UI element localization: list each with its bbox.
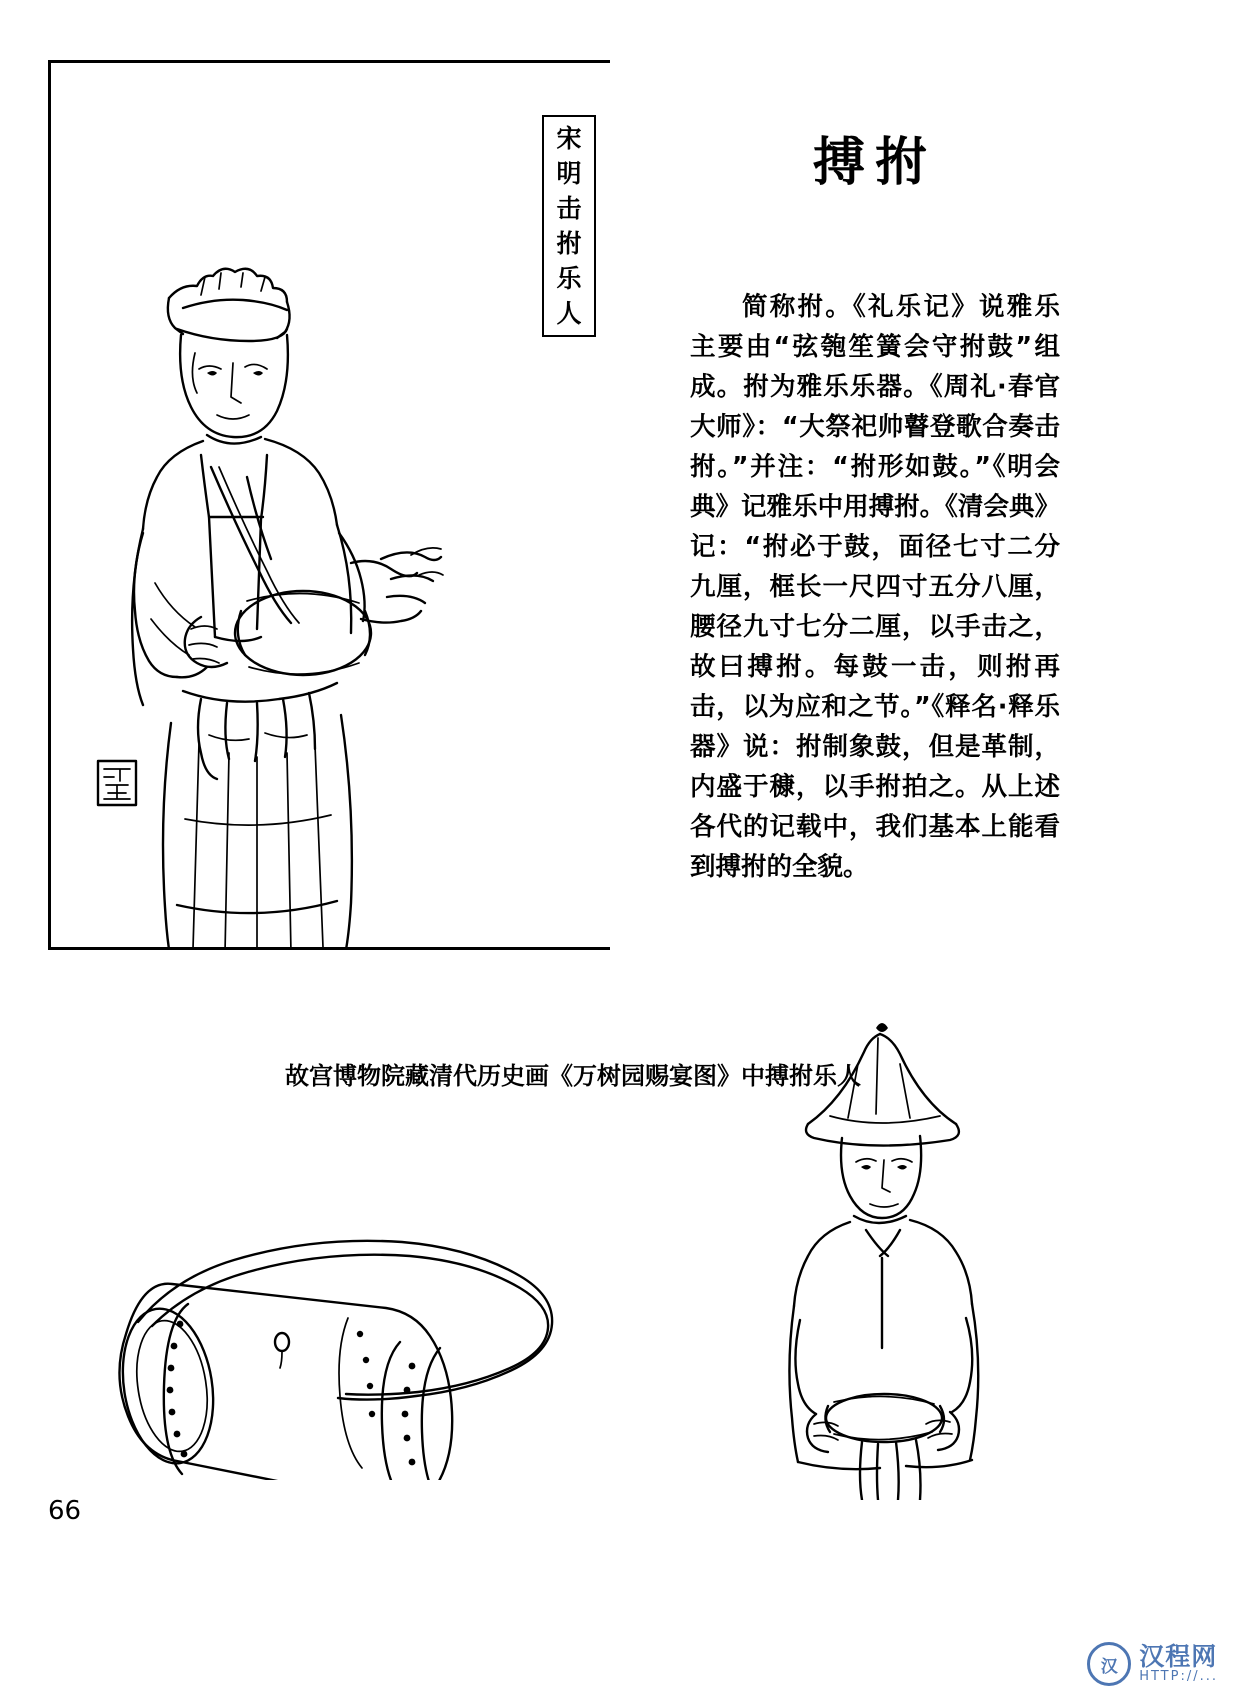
figure-frame-top (48, 60, 610, 950)
drum-line-drawing (60, 1120, 680, 1480)
vertical-caption-char-0: 宋 (556, 124, 582, 153)
vertical-caption-char-3: 拊 (556, 229, 582, 258)
vertical-caption-char-4: 乐 (556, 264, 582, 293)
figure-caption: 故宫博物院藏清代历史画《万树园赐宴图》中搏拊乐人 (285, 1062, 861, 1090)
vertical-caption-plate (542, 115, 596, 337)
vertical-caption-char-2: 击 (556, 194, 582, 223)
watermark-logo-icon: 汉 (1087, 1642, 1131, 1686)
page-title: 搏拊 (812, 133, 937, 193)
artist-seal (96, 759, 138, 807)
site-watermark (1087, 1642, 1218, 1686)
watermark-text (1139, 1644, 1218, 1684)
article-body: 简称拊。《礼乐记》说雅乐主要由“弦匏笙簧会守拊鼓”组成。拊为雅乐乐器。《周礼·春官大师》：“大祭祀帅瞽登歌合奏击拊。”并注：“拊形如鼓。”《明会典》记雅乐中用搏拊。《清会典》记：“拊必于鼓，面径七寸二分九厘，框长一尺四寸五分八厘，腰径九寸七分二厘，以手击之，故曰搏拊。每鼓一击，则拊再击，以为应和之节。”《释名·释乐器》说：拊制象鼓，但是革制，内盛于穅，以手拊拍之。从上述各代的记载中，我们基本上能看到搏拊的全貌。 (690, 292, 1060, 882)
article-column (690, 120, 1060, 887)
vertical-caption-char-1: 明 (556, 159, 582, 188)
page-number: 66 (48, 1496, 82, 1526)
qing-musician-drawing (730, 1020, 1030, 1500)
watermark-site-name: 汉程网 (1139, 1642, 1218, 1672)
figure-frame-inner (51, 63, 610, 947)
vertical-caption-char-5: 人 (556, 299, 582, 328)
musician-figure-drawing (51, 63, 610, 947)
watermark-site-url: HTTP://... (1139, 1669, 1218, 1685)
